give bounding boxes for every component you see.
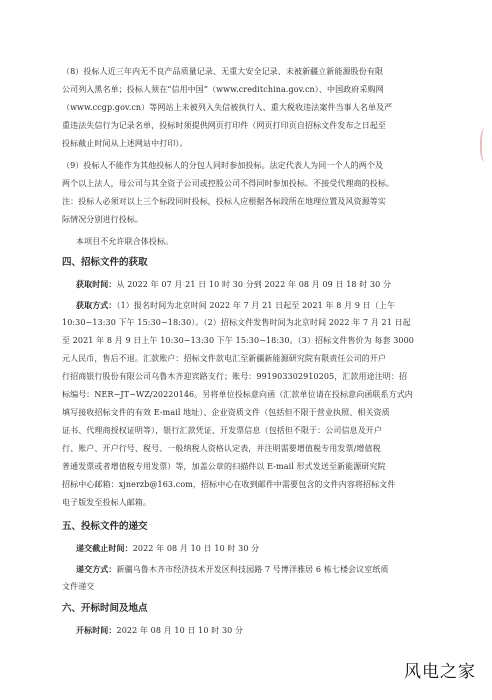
acquisition-method-line7: 填写接收招标文件的有效 E-mail 地址）、企业资质文件（包括但不限于营业执照、相关资质 xyxy=(62,408,390,417)
submission-place-line2: 文件递交 xyxy=(62,582,95,591)
acquisition-method-line9: 行、账户、开户行号、税号、一般纳税人资格认定表，并注明需要增值税专用发票/增值税 xyxy=(62,444,381,453)
item8-line5: 投标截止时间从上述网站中打印）。 xyxy=(62,139,188,148)
acquisition-method-line6: 标编号：NER−JT−WZ/20220146。另将单位投标意向函（汇款单位请在投标意向函联系方式内 xyxy=(62,390,413,399)
submission-deadline: 递交截止时间：2022 年 08 月 10 日 10 时 30 分 xyxy=(76,543,260,553)
item8-line1: （8）投标人近三年内无不良产品质量记录、无重大安全记录、未被新疆立新能源股份有限 xyxy=(62,67,384,76)
acquisition-method-line10: 普通发票或者增值税专用发票）等，加盖公章的扫描件以 E-mail 形式发送至新能源研究院 xyxy=(62,462,386,471)
section5-heading: 五、投标文件的递交 xyxy=(62,521,148,532)
submission-place: 递交方式：新疆乌鲁木齐市经济技术开发区科技园路 7 号博洋雅居 6 栋七楼会议室纸质 xyxy=(76,564,389,574)
acquisition-method-line12: 电子版发至投标人邮箱。 xyxy=(62,498,152,507)
item8-line3: （www.ccgp.gov.cn）等网站上未被列入失信被执行人、重大税收违法案件当事人名单及严 xyxy=(62,103,393,112)
seal-stamp-edge xyxy=(480,128,492,162)
acquisition-method-line1: 获取方式：（1）报名时间为北京时间 2022 年 7 月 21 日起至 2021 年 8 月 9 日（上午 xyxy=(76,300,396,310)
acquisition-period: 获取时间：从 2022 年 07 月 21 日 10 时 30 分到 2022 年 08 月 09 日 18 时 30 分 xyxy=(76,279,392,289)
item8-line2: 公司列入黑名单；投标人须在“信用中国”（www.creditchina.gov.cn）、中国政府采购网 xyxy=(62,85,384,94)
acquisition-method-line8: 证书、代理商授权证明等），银行汇款凭证、开发票信息（包括但不限于：公司信息及开户 xyxy=(62,426,382,435)
source-watermark: 风电之家 xyxy=(404,662,476,682)
section6-heading: 六、开标时间及地点 xyxy=(62,603,148,614)
item9-note-line2: 际情况分别进行投标。 xyxy=(62,215,143,224)
item9-line1: （9）投标人不能作为其他投标人的分包人同时参加投标。法定代表人为同一个人的两个及 xyxy=(62,161,384,170)
item9-line2: 两个以上法人，母公司与其全资子公司或控股公司不得同时参加投标。不接受代理商的投标。 xyxy=(62,179,395,188)
acquisition-method-line5: 行招商银行股份有限公司乌鲁木齐迎宾路支行；账号：991903302910205，汇款用途注明：招 xyxy=(62,372,408,381)
no-consortium-note: 本项目不允许联合体投标。 xyxy=(76,237,174,246)
item9-note-line1: 注：投标人必须对以上三个标段同时投标，投标人应根据各标段所在地理位置及风资源等实 xyxy=(62,197,386,206)
section4-heading: 四、招标文件的获取 xyxy=(62,257,148,268)
acquisition-method-line3: 至 2021 年 8 月 9 日上午 10:30−13:30 下午 15:30−18:30。（3）招标文件售价为 每套 3000 xyxy=(62,336,414,345)
item8-line4: 重违法失信行为记录名单，投标时须提供网页打印件（网页打印页自招标文件发布之日起至 xyxy=(62,121,386,130)
bid-opening-time: 开标时间：2022 年 08 月 10 日 10 时 30 分 xyxy=(76,625,244,635)
acquisition-method-line11: 招标中心邮箱：xjnerzb@163.com，招标中心在收到邮件中需要包含的文件内容将招标文件 xyxy=(62,480,396,489)
acquisition-method-line4: 元人民币，售后不退。汇款账户：招标文件款电汇至新疆新能源研究院有限责任公司的开户 xyxy=(62,354,386,363)
acquisition-method-line2: 10:30−13:30 下午 15:30−18:30）。（2）招标文件发售时间为北京时间 2022 年 7 月 21 日起 xyxy=(62,318,411,327)
